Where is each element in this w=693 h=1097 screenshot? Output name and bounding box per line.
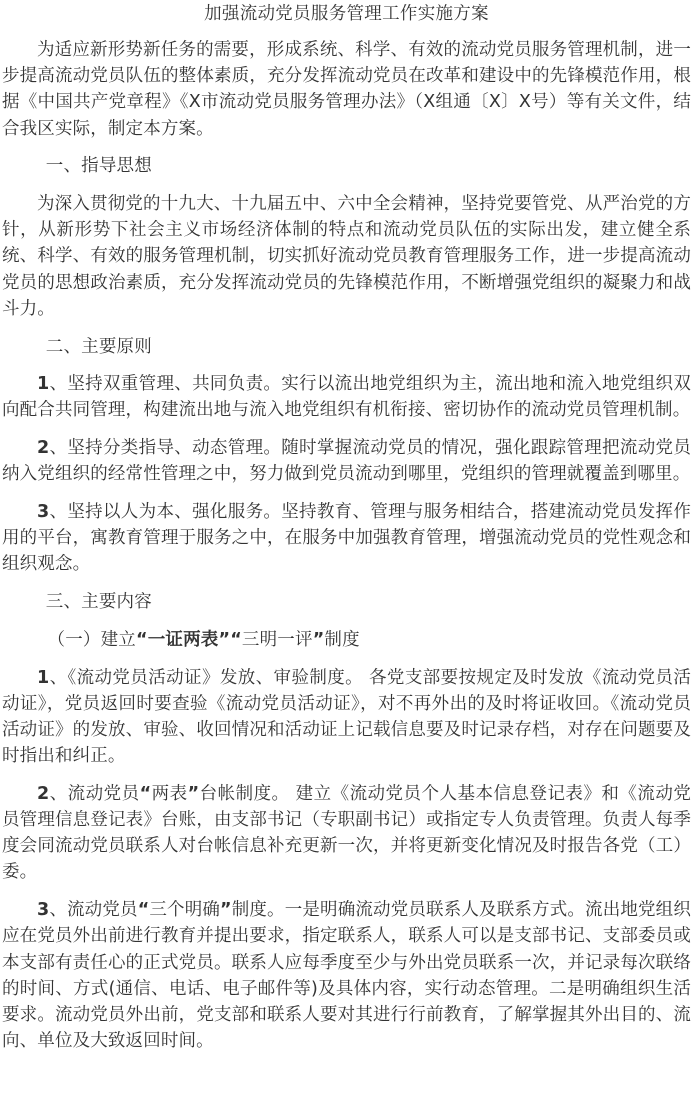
intro-paragraph: 为适应新形势新任务的需要，形成系统、科学、有效的流动党员服务管理机制，进一步提高流动党员队伍的整体素质，充分发挥流动党员在改革和建设中的先锋模范作用，根据《中国共产党章程》《X市流动党员服务管理办法》（X组通〔X〕X号）等有关文件，结合我区实际，制定本方案。 bbox=[2, 40, 691, 139]
content-item-1 bbox=[2, 665, 691, 770]
item-text-b: 台帐制度。 建立《流动党员个人基本信息登记表》和《流动党员管理信息登记表》台账，由支部书记（专职副书记）或指定专人负责管理。负责人每季度会同流动党员联系人对台帐信息补充更新一次，并将更新变化情况及时报告各党（工）委。 bbox=[2, 783, 692, 883]
item-number: 2 bbox=[37, 783, 50, 804]
content-item-2 bbox=[2, 781, 691, 886]
subheading-prefix: （一）建立 bbox=[47, 629, 136, 650]
subheading-mid: 三明一评 bbox=[241, 629, 313, 650]
item-number: 1 bbox=[37, 374, 50, 395]
quoted-text: 两表 bbox=[151, 783, 188, 804]
document-title: 加强流动党员服务管理工作实施方案 bbox=[204, 4, 489, 24]
section-heading-main-content: 三、主要内容 bbox=[45, 592, 152, 613]
item-number: 2 bbox=[37, 438, 50, 459]
subsection-heading-one-cert-two-forms bbox=[2, 627, 691, 653]
quote-open: “ bbox=[139, 783, 152, 804]
item-text: 、坚持双重管理、共同负责。实行以流出地党组织为主，流出地和流入地党组织双向配合共同管理，构建流出地与流入地党组织有机衔接、密切协作的流动党员管理机制。 bbox=[2, 374, 691, 421]
item-text: 、坚持分类指导、动态管理。随时掌握流动党员的情况，强化跟踪管理把流动党员纳入党组织的经常性管理之中，努力做到党员流动到哪里，党组织的管理就覆盖到哪里。 bbox=[2, 438, 691, 485]
item-number: 1 bbox=[37, 667, 50, 688]
item-text-a: 、流动党员 bbox=[49, 900, 138, 921]
quoted-text: 三个明确 bbox=[149, 900, 221, 921]
item-text-a: 、流动党员 bbox=[49, 783, 140, 804]
subheading-quote-close: ” bbox=[312, 629, 325, 650]
subheading-suffix: 制度 bbox=[324, 629, 360, 650]
item-number: 3 bbox=[37, 900, 50, 921]
subheading-quote-open: “一证两表”“ bbox=[136, 629, 242, 650]
principle-item-3 bbox=[2, 499, 691, 578]
section-heading-main-principles: 二、主要原则 bbox=[45, 336, 152, 357]
principle-item-1 bbox=[2, 371, 691, 423]
quote-open: “ bbox=[137, 900, 150, 921]
section-heading-guiding-thought: 一、指导思想 bbox=[45, 156, 152, 177]
quote-close: ” bbox=[187, 783, 200, 804]
content-item-3 bbox=[2, 897, 691, 1054]
quote-close: ” bbox=[220, 900, 232, 921]
principle-item-2 bbox=[2, 435, 691, 487]
guiding-thought-paragraph: 为深入贯彻党的十九大、十九届五中、六中全会精神，坚持党要管党、从严治党的方针，从新形势下社会主义市场经济体制的特点和流动党员队伍的实际出发，建立健全系统、科学、有效的服务管理机制，切实抓好流动党员教育管理服务工作，进一步提高流动党员的思想政治素质，充分发挥流动党员的先锋模范作用，不断增强党组织的凝聚力和战斗力。 bbox=[2, 194, 691, 319]
item-text: 、坚持以人为本、强化服务。坚持教育、管理与服务相结合，搭建流动党员发挥作用的平台，寓教育管理于服务之中，在服务中加强教育管理，增强流动党员的党性观念和组织观念。 bbox=[2, 502, 691, 575]
item-number: 3 bbox=[37, 502, 50, 523]
item-text-b: 制度。一是明确流动党员联系人及联系方式。流出地党组织应在党员外出前进行教育并提出要求，指定联系人，联系人可以是支部书记、支部委员或本支部有责任心的正式党员。联系人应每季度至少与外出党员联系一次，并记录每次联络的时间、方式(通信、电话、电子邮件等)及具体内容，实行动态管理。二是明确组织生活要求。流动党员外出前，党支部和联系人要对其进行行前教育，了解掌握其外出目的、流向、单位及大致返回时间。 bbox=[2, 900, 692, 1052]
item-text: 、《流动党员活动证》发放、审验制度。 各党支部要按规定及时发放《流动党员活动证》，党员返回时要查验《流动党员活动证》，对不再外出的及时将证收回。《流动党员活动证》的发放、审验、收回情况和活动证上记载信息要及时记录存档，对存在问题要及时指出和纠正。 bbox=[2, 667, 691, 767]
